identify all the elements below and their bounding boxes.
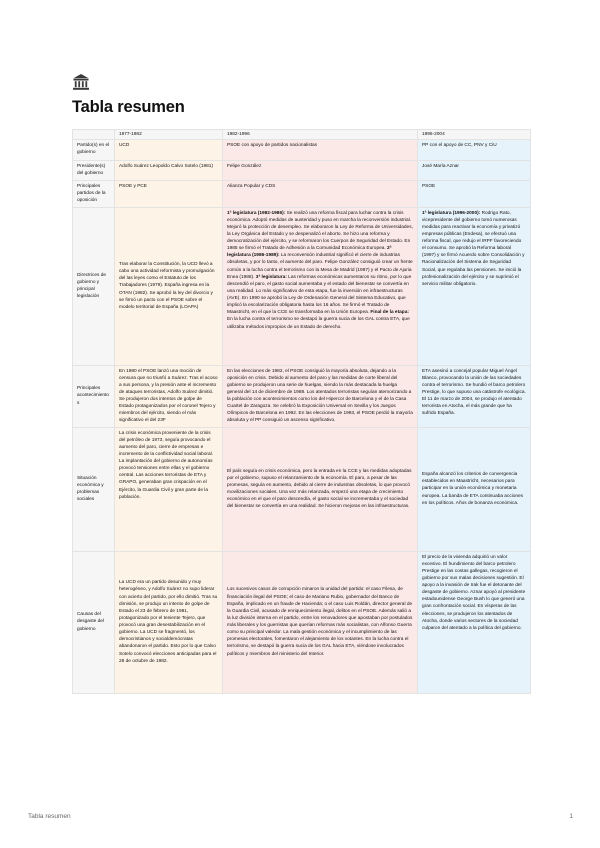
row-label-acontecimientos: Principales acontecimientos xyxy=(73,365,115,427)
bank-building-icon xyxy=(72,73,90,91)
table-row xyxy=(73,365,531,427)
page-number: 1 xyxy=(569,813,573,820)
cell-pp: ETA asesinó a concejal popular Miguel Ángel Blanco, provocando la unión de las sociedades contra el terrorismo. Se hundió el barco petrolero Prestige, lo que supuso una catástrofe ecológica. El 11 de marzo de 2004, se produjo el atentado terrorista en Atocha, el más grande que ha sufrido España. xyxy=(418,365,531,427)
cell-pp: 1ª legislatura (1996-2000): Rodrigo Rato, vicepresidente del gobierno tomó numerosas medidas para reactivar la economía y privatizó empresas públicas (Endesa), se efectuó una reforma fiscal, que redujo el IRPF favoreciendo el consumo. Se aprobó la Reforma laboral (1997) y se firmó Acuerdo sobre Consolidación y Racionalización del Sistema de Seguridad Social, que regulaba las pensiones. Se inició la profesionalización del ejército y se suprimió el servicio militar obligatorio. xyxy=(418,207,531,365)
table-row xyxy=(73,181,531,207)
cell-pp: PP con el apoyo de CC, PNV y CiU xyxy=(418,140,531,161)
header-period-pp: 1996-2004 xyxy=(418,130,531,140)
cell-ucd: La UCD era un partido desunido y muy heterogéneo, y Adolfo Suárez no supo liderar con acierto del partido, por ello dimitió. Tras su dimisión, se produjo un intento de golpe de Estado el 23 de febrero de 1981, protagonizado por el teniente Tejero, que provocó una gran desestabilización en el gobierno. La UCD se fragmentó, los democristianos y socialdemócratas abandonaron el partido. Esto por lo que Calvo Sotelo convocó elecciones anticipadas para el 28 de octubre de 1982. xyxy=(115,551,223,693)
cell-ucd: En 1980 el PSOE lanzó una moción de censura que no triunfó a Suárez. Tras el acoso a sus persona, y la presión ante el incremento de ataques terroristas, Adolfo Suárez dimitió. Se produjeron dos intentos de golpe de Estado protagonizados por el coronel Tejero y miembros del ejército, siendo el más significativo el del 23F xyxy=(115,365,223,427)
row-label-directrices: Directrices de gobierno y principal legislación xyxy=(73,207,115,365)
cell-psoe: PSOE con apoyo de partidos nacionalistas xyxy=(223,140,418,161)
row-label-partidos: Partido(s) en el gobierno xyxy=(73,140,115,161)
cell-psoe: En las elecciones de 1982, el PSOE consiguió la mayoría absoluta, dejando a la oposición en crisis. Debido al aumento del paro y las medidas de corte liberal del gobierno se produjeron una serie de huelgas, siendo la más destacada la huelga general del 14 de diciembre de 1988. Los atentados terroristas seguían atemorizando a la población con acontecimientos como los del Hipercor de Barcelona y el de la Casa Cuartel de Zaragoza. Se celebró la Exposición Universal en Sevilla y los Juegos Olímpicos de Barcelona en 1992. En las elecciones de 1993, el PSOE perdió la mayoría absoluta y el PP consiguió un ascenso significativo. xyxy=(223,365,418,427)
cell-psoe: Felipe González xyxy=(223,161,418,181)
summary-table xyxy=(72,129,531,694)
table-row xyxy=(73,551,531,693)
cell-pp: José María Aznar xyxy=(418,161,531,181)
table-row xyxy=(73,140,531,161)
page-title: Tabla resumen xyxy=(72,98,185,116)
cell-ucd: Tras elaborar la Constitución, la UCD llevó a cabo una actividad reformista y promulgación del las leyes como el Estatuto de los Trabajadores (1979). España ingresa en la OTAN (1982). Se aprobó la ley del divorcio y se firmó un pacto con el PSOE sobre el modelo territorial de España (LOAPA) xyxy=(115,207,223,365)
cell-ucd: UCD xyxy=(115,140,223,161)
row-label-situacion: Situación económica y problemas sociales xyxy=(73,427,115,551)
cell-psoe: El país seguía en crisis económica, pero la entrada en la CCE y las medidas adoptadas por el gobierno, supuso el relanzamiento de la economía. El paro, a pesar de las promesas, seguía en aumento, debido al cierre de industrias obsoletas, lo que provocó movilizaciones sociales. Una vez más relanzada, empezó una etapa de crecimiento económico en el que el paro descendía, el gasto social se incrementaba y el sociedad del bienestar se convertía en una realidad. Se hicieron mejoras en las infraestructuras. xyxy=(223,427,418,551)
footer-title: Tabla resumen xyxy=(28,813,71,820)
cell-psoe: 1ª legislatura (1982-1986): Se realizó una reforma fiscal para luchar contra la crisis económica. Adoptó medidas de austeridad y puso en marcha la reconversión industrial. Mejoró la protección de desempleo. Se elaboraron la Ley de Reforma de Universidades, la Ley Orgánica del Estado y se despenalizó el aborto. Se hizo una reforma y democratización del ejército, y se reformaron los Cuerpos de Seguridad del Estado. En 1985 se firmó el Tratado de Adhesión a la Comunidad Económica Europea. 2ª legislatura (1986-1989): La reconversión industrial significó el cierre de industrias obsoletas, y por lo tanto, el aumento del paro. Felipe González consiguió crear un frente común a la lucha contra el terrorismo con la Mesa de Madrid (1987) y el Pacto de Ajuria Enea (1988). 3ª legislatura: Las reformas económicas aumentaron su ritmo, por lo que descendió el paro, el gasto social aumentaba y el estado del bienestar se convertía en una realidad. Lo más significativo de esta etapa, fue la inversión en infraestructuras (AVE). En 1990 se aprobó la Ley de Ordenación General del Sistema Educativo, que implicó la escolarización obligatoria hasta los 16 años. Se firmó el Tratado de Maastricht, en el que la CCE se transformaba en la Unión Europea. Final de la etapa: En la lucha contra el terrorismo se destapó la guerra sucia de los GAL contra ETA, que utilizaba métodos impropios de un Estado de derecho. xyxy=(223,207,418,365)
cell-pp: PSOE xyxy=(418,181,531,207)
row-label-presidentes: Presidente(s) del gobierno xyxy=(73,161,115,181)
cell-pp: España alcanzó los criterios de convergencia establecidos en Maastricht, necesarios para participar en la unión económica y monetaria europea. La banda de ETA continuaba acciones en los políticos. Años de bonanza económica. xyxy=(418,427,531,551)
table-row xyxy=(73,161,531,181)
table-header-row xyxy=(73,130,531,140)
cell-psoe: Los sucesivos casos de corrupción minaron la unidad del partido: el caso Filesa, de financiación ilegal del PSOE; el caso de Mariano Rubio, gobernador del Banco de España, implicado en un fraude de Hacienda; o el caso Luis Roldán, director general de la Guardia Civil, acusado de enriquecimiento ilegal, delitos en el PSOE. Además salió a la luz división interna en el partido, entre los renovadores que apostaban por postulados más liberales y los guerristas que querían reformas más socialistas, con Alfonso Guerra como su principal valedor. La mala gestión económica y el incumplimiento de las promesas electorales, fomentaron el alejamiento de los votantes. En la lucha contra el terrorismo, se destapó la guerra sucia de los GAL hacia ETA, viéndose involucrados políticos y miembros del ministerio del Interior. xyxy=(223,551,418,693)
header-period-ucd: 1977-1982 xyxy=(115,130,223,140)
header-corner xyxy=(73,130,115,140)
cell-ucd: Adolfo Suárez Leopoldo Calvo Sotelo (1981) xyxy=(115,161,223,181)
table-row xyxy=(73,207,531,365)
header-period-psoe: 1982-1996 xyxy=(223,130,418,140)
row-label-oposicion: Principales partidos de la oposición xyxy=(73,181,115,207)
cell-psoe: Alianza Popular y CDS xyxy=(223,181,418,207)
row-label-causas: Causas del desgaste del gobierno xyxy=(73,551,115,693)
cell-pp: El precio de la vivienda adquirió un valor excesivo. El hundimiento del barco petrolero Prestige en las costas gallegas, recogieron el gobierno por sus malas decisiones sugestión. El apoyo a la invasión de Irak fue el detonante del desgaste de gobierno. Aznar apoyó al presidente estadounidense George Bush lo que generó una gran confrontación social. En vísperas de las elecciones, se produjeron los atentados de Atocha, donde varios sectores de la sociedad culparon del atentado a la política del gobierno. xyxy=(418,551,531,693)
cell-ucd: La crisis económica proveniente de la crisis del petróleo de 1973, seguía provocando el aumento del paro, cierre de empresas e incremento de la conflictividad social laboral. La implantación del gobierno de autonomías provocó tensiones entre ellas y el gobierno central. Las acciones terroristas de ETA y GRAPO, generaban gran crispación en el Ejército, la Guardia Civil y gran parte de la población. xyxy=(115,427,223,551)
cell-ucd: PSOE y PCE xyxy=(115,181,223,207)
table-row xyxy=(73,427,531,551)
